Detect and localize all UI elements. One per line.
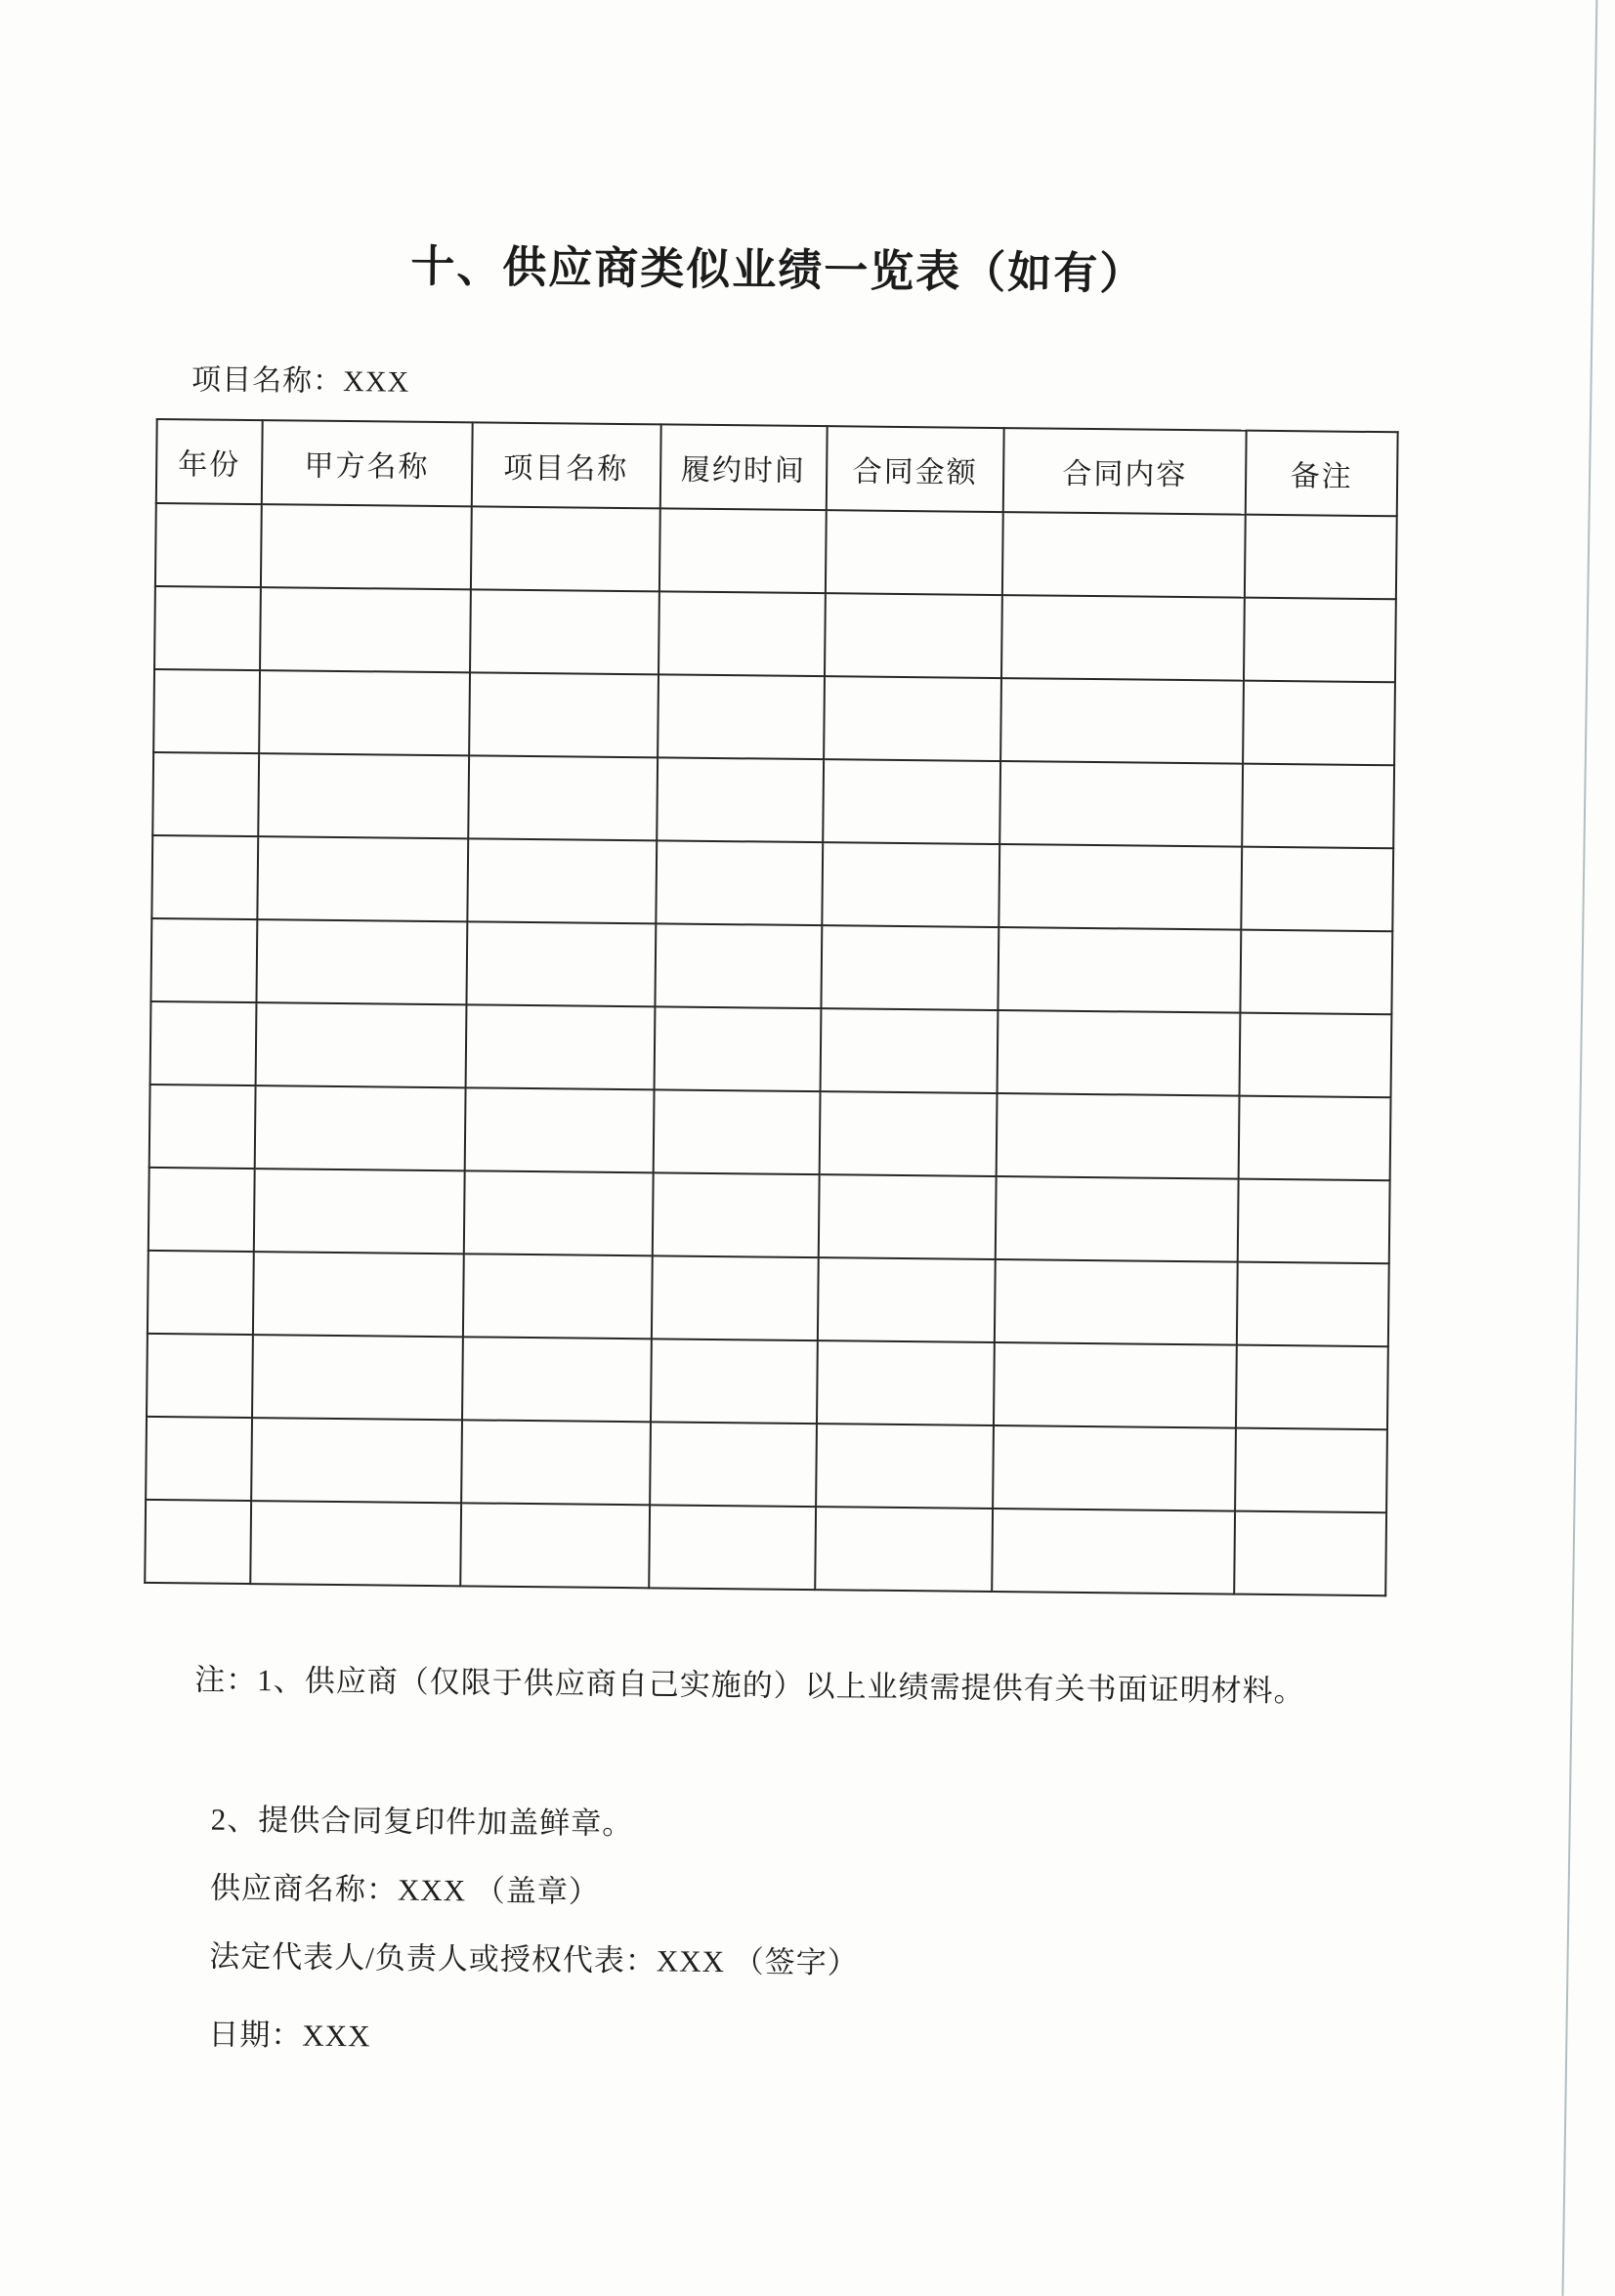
- table-empty-cell: [650, 1422, 817, 1507]
- table-empty-cell: [150, 918, 257, 1002]
- table-empty-cell: [824, 676, 1001, 761]
- table-empty-cell: [821, 925, 999, 1010]
- table-empty-cell: [1002, 512, 1246, 598]
- table-empty-cell: [470, 589, 659, 674]
- table-empty-cell: [465, 1004, 655, 1089]
- date-line: 日期：XXX: [208, 2017, 371, 2054]
- header-cell-contract-content: 合同内容: [1003, 428, 1247, 515]
- table-empty-cell: [657, 757, 824, 842]
- table-empty-cell: [823, 759, 1000, 844]
- table-empty-cell: [464, 1087, 654, 1172]
- table-empty-cell: [462, 1254, 652, 1339]
- table-empty-cell: [1245, 515, 1397, 600]
- table-empty-cell: [147, 1334, 253, 1418]
- table-empty-cell: [461, 1420, 651, 1505]
- table-empty-cell: [996, 1176, 1239, 1262]
- table-empty-cell: [1237, 1262, 1389, 1347]
- table-empty-cell: [256, 1002, 467, 1087]
- page-title: 十、供应商类似业绩一览表（如有）: [410, 241, 1146, 299]
- project-name-line: 项目名称：XXX: [191, 363, 410, 399]
- table-empty-cell: [1244, 598, 1396, 683]
- note-line-2: 2、提供合同复印件加盖鲜章。: [210, 1802, 634, 1842]
- table-row: [155, 503, 1397, 599]
- table-empty-cell: [815, 1507, 993, 1592]
- table-empty-cell: [816, 1424, 994, 1509]
- table-empty-cell: [460, 1503, 650, 1588]
- table-empty-cell: [1240, 1013, 1392, 1098]
- table-empty-cell: [993, 1425, 1236, 1511]
- table-empty-cell: [649, 1505, 816, 1590]
- table-empty-cell: [1243, 681, 1395, 766]
- table-empty-cell: [822, 842, 999, 927]
- header-cell-performance-time: 履约时间: [659, 424, 827, 510]
- legal-representative-line: 法定代表人/负责人或授权代表：XXX （签字）: [209, 1938, 859, 1980]
- table-empty-cell: [155, 503, 262, 587]
- table-empty-cell: [149, 1084, 256, 1169]
- table-empty-cell: [1239, 1096, 1391, 1181]
- table-empty-cell: [651, 1339, 818, 1424]
- table-empty-cell: [250, 1501, 461, 1586]
- table-empty-cell: [257, 836, 468, 921]
- table-empty-cell: [1234, 1511, 1386, 1596]
- table-empty-cell: [998, 1010, 1241, 1096]
- table-empty-cell: [1242, 764, 1394, 849]
- table-empty-cell: [469, 672, 659, 757]
- table-row: [149, 1084, 1391, 1180]
- table-row: [148, 1251, 1389, 1346]
- table-empty-cell: [261, 504, 472, 589]
- header-cell-party-a-name: 甲方名称: [262, 420, 473, 506]
- table-empty-cell: [1238, 1179, 1390, 1264]
- table-empty-cell: [463, 1170, 653, 1255]
- table-empty-cell: [997, 1093, 1240, 1179]
- table-empty-cell: [252, 1335, 463, 1420]
- table-empty-cell: [148, 1251, 254, 1335]
- table-empty-cell: [1000, 761, 1244, 847]
- table-empty-cell: [150, 1001, 257, 1085]
- table-empty-cell: [146, 1417, 252, 1501]
- table-empty-cell: [1236, 1345, 1388, 1430]
- table-empty-cell: [994, 1342, 1237, 1428]
- table-row: [151, 835, 1393, 931]
- table-empty-cell: [152, 752, 259, 836]
- table-empty-cell: [260, 587, 471, 672]
- table-empty-cell: [819, 1174, 997, 1259]
- header-cell-contract-amount: 合同金额: [827, 426, 1004, 512]
- header-cell-remarks: 备注: [1246, 431, 1398, 517]
- table-row: [152, 752, 1394, 848]
- table-row: [150, 918, 1392, 1014]
- table-empty-cell: [825, 593, 1002, 678]
- table-row: [150, 1001, 1392, 1097]
- supplier-name-line: 供应商名称：XXX （盖章）: [209, 1870, 601, 1909]
- table-empty-cell: [255, 1085, 466, 1170]
- table-empty-cell: [818, 1257, 996, 1342]
- table-empty-cell: [826, 510, 1003, 595]
- table-empty-cell: [256, 919, 467, 1004]
- table-empty-cell: [659, 591, 826, 676]
- note-line-1: 注：1、供应商（仅限于供应商自己实施的）以上业绩需提供有关书面证明材料。: [194, 1662, 1305, 1709]
- table-row: [154, 586, 1396, 682]
- table-empty-cell: [468, 755, 658, 840]
- header-cell-project-name: 项目名称: [471, 422, 660, 508]
- table-empty-cell: [1000, 678, 1244, 764]
- table-empty-cell: [1241, 847, 1393, 932]
- table-empty-cell: [153, 669, 260, 753]
- table-row: [153, 669, 1395, 765]
- table-empty-cell: [999, 927, 1242, 1013]
- table-empty-cell: [254, 1169, 465, 1254]
- table-empty-cell: [654, 1006, 821, 1091]
- table-empty-cell: [999, 844, 1243, 930]
- table-empty-cell: [653, 1089, 820, 1174]
- table-empty-cell: [658, 674, 825, 759]
- table-empty-cell: [820, 1008, 998, 1093]
- table-empty-cell: [993, 1509, 1236, 1594]
- table-empty-cell: [1235, 1428, 1387, 1513]
- table-empty-cell: [154, 586, 261, 670]
- table-empty-cell: [253, 1252, 464, 1337]
- table-empty-cell: [1240, 930, 1392, 1015]
- table-row: [145, 1500, 1386, 1595]
- table-empty-cell: [251, 1418, 462, 1503]
- table-empty-cell: [652, 1172, 819, 1257]
- table-empty-cell: [817, 1340, 995, 1425]
- table-row: [146, 1417, 1387, 1512]
- table-empty-cell: [462, 1337, 652, 1422]
- performance-table: [144, 418, 1398, 1596]
- table-empty-cell: [651, 1255, 818, 1340]
- table-empty-cell: [466, 921, 656, 1006]
- table-empty-cell: [659, 508, 826, 593]
- table-empty-cell: [656, 840, 823, 925]
- table-empty-cell: [259, 670, 470, 755]
- table-row: [149, 1168, 1390, 1263]
- table-header-row: [156, 419, 1398, 516]
- table-empty-cell: [995, 1259, 1238, 1345]
- table-empty-cell: [655, 923, 822, 1008]
- table-empty-cell: [467, 838, 657, 923]
- table-empty-cell: [145, 1500, 251, 1584]
- table-empty-cell: [258, 753, 469, 838]
- table-empty-cell: [149, 1168, 255, 1252]
- header-cell-year: 年份: [156, 419, 263, 504]
- performance-table-body: [145, 503, 1397, 1595]
- table-empty-cell: [819, 1091, 997, 1176]
- table-empty-cell: [151, 835, 258, 919]
- table-empty-cell: [1001, 595, 1245, 681]
- table-empty-cell: [470, 506, 659, 591]
- table-row: [147, 1334, 1388, 1429]
